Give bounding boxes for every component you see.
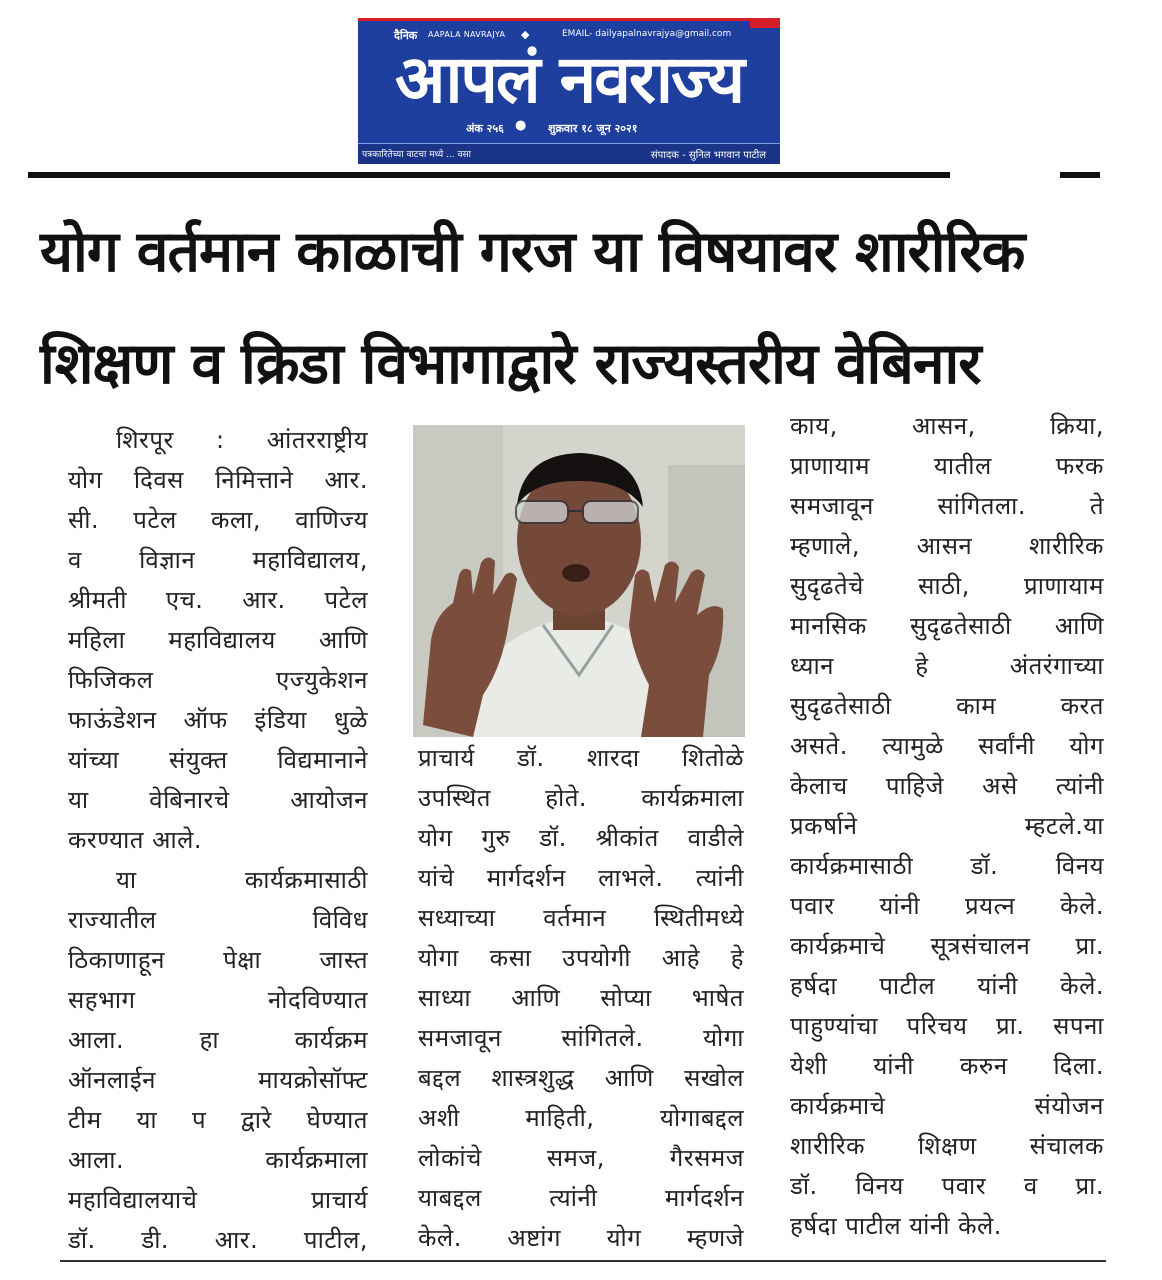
text-line: आला. कार्यक्रमाला [68, 1146, 368, 1174]
section-divider-gap [950, 172, 1060, 178]
text-line: फिजिकल एज्युकेशन [68, 666, 368, 694]
text-line: यांच्या संयुक्त विद्यमानाने [68, 746, 368, 774]
text-line: ठिकाणाहून पेक्षा जास्त [68, 946, 368, 974]
text-line: प्रकर्षाने म्हटले.या [790, 812, 1104, 840]
text-line: म्हणाले, आसन शारीरिक [790, 532, 1104, 560]
text-line: योग दिवस निमित्ताने आर. [68, 466, 368, 494]
article-column-2 [418, 738, 744, 1258]
text-line: पवार यांनी प्रयत्न केले. [790, 892, 1104, 920]
text-line: ऑनलाईन मायक्रोसॉफ्ट [68, 1066, 368, 1094]
text-line: उपस्थित होते. कार्यक्रमाला [418, 784, 744, 812]
text-line: सी. पटेल कला, वाणिज्य [68, 506, 368, 534]
section-divider [28, 172, 1100, 178]
text-line: सहभाग नोदविण्यात [68, 986, 368, 1014]
text-line: काय, आसन, क्रिया, [790, 412, 1104, 440]
text-line: कार्यक्रमाचे संयोजन [790, 1092, 1104, 1120]
text-line: समजावून सांगितले. योगा [418, 1024, 744, 1052]
text-line: बद्दल शास्त्रशुद्ध आणि सखोल [418, 1064, 744, 1092]
diamond-icon: ◆ [521, 28, 530, 41]
text-line: सध्याच्या वर्तमान स्थितीमध्ये [418, 904, 744, 932]
text-line: हर्षदा पाटील यांनी केले. [790, 972, 1104, 1000]
text-line: शारीरिक शिक्षण संचालक [790, 1132, 1104, 1160]
newspaper-masthead [358, 18, 780, 164]
text-line: प्राणायाम यातील फरक [790, 452, 1104, 480]
speaker-photo-illustration [413, 425, 745, 737]
text-line: पाहुण्यांचा परिचय प्रा. सपना [790, 1012, 1104, 1040]
text-line: या वेबिनारचे आयोजन [68, 786, 368, 814]
masthead-daily-label: दैनिक [394, 29, 418, 42]
text-line: सुदृढतेचे साठी, प्राणायाम [790, 572, 1104, 600]
bottom-divider [60, 1260, 1106, 1262]
masthead-email: EMAIL- dailyapalnavrajya@gmail.com [562, 29, 732, 39]
text-line: असते. त्यामुळे सर्वांनी योग [790, 732, 1104, 760]
speaker-photo [413, 425, 745, 737]
text-line: याबद्दल त्यांनी मार्गदर्शन [418, 1184, 744, 1212]
text-line: हर्षदा पाटील यांनी केले. [790, 1212, 1002, 1240]
text-line: शिरपूर : आंतरराष्ट्रीय [116, 426, 368, 454]
text-line: ध्यान हे अंतरंगाच्या [790, 652, 1104, 680]
text-line: येशी यांनी करुन दिला. [790, 1052, 1104, 1080]
article-headline [40, 196, 1130, 420]
article-column-3 [790, 406, 1104, 1246]
text-line: मानसिक सुदृढतेसाठी आणि [790, 612, 1104, 640]
text-line: आला. हा कार्यक्रम [68, 1026, 368, 1054]
text-line: डॉ. विनय पवार व प्रा. [790, 1172, 1104, 1200]
text-line: कार्यक्रमाचे सूत्रसंचालन प्रा. [790, 932, 1104, 960]
text-line: साध्या आणि सोप्या भाषेत [418, 984, 744, 1012]
newspaper-name: आपलं नवराज्य [394, 41, 744, 118]
text-line: सुदृढतेसाठी काम करत [790, 692, 1104, 720]
text-line: योग गुरु डॉ. श्रीकांत वाडीले [418, 824, 744, 852]
issue-date: शुक्रवार १८ जून २०२१ [548, 122, 638, 135]
text-line: टीम या प द्वारे घेण्यात [68, 1106, 368, 1134]
article-column-1 [68, 420, 368, 1260]
text-line: राज्यातील विविध [68, 906, 368, 934]
text-line: महिला महाविद्यालय आणि [68, 626, 368, 654]
text-line: केले. अष्टांग योग म्हणजे [418, 1224, 744, 1252]
text-line: समजावून सांगितला. ते [790, 492, 1104, 520]
text-line: डॉ. डी. आर. पाटील, [68, 1226, 368, 1254]
text-line: श्रीमती एच. आर. पटेल [68, 586, 368, 614]
text-line: या कार्यक्रमासाठी [116, 866, 368, 894]
text-line: करण्यात आले. [68, 826, 203, 854]
text-line: फाऊंडेशन ऑफ इंडिया धुळे [68, 706, 368, 734]
masthead-red-rule [358, 18, 780, 21]
bullet-icon: ● [515, 118, 527, 133]
headline-line-2: शिक्षण व क्रिडा विभागाद्वारे राज्यस्तरीय वेबिनार [40, 331, 981, 397]
text-line: प्राचार्य डॉ. शारदा शितोळे [418, 744, 744, 772]
masthead-daily-label-en: AAPALA NAVRAJYA [428, 30, 506, 39]
text-line: अशी माहिती, योगाबद्दल [418, 1104, 744, 1132]
masthead-bottom-bar [358, 143, 780, 164]
masthead-editor: संपादक - सुनिल भगवान पाटील [650, 150, 766, 161]
headline-line-1: योग वर्तमान काळाची गरज या विषयावर शारीरिक [40, 219, 1025, 285]
text-line: लोकांचे समज, गैरसमज [418, 1144, 744, 1172]
masthead-tagline: पत्रकारितेच्या वाटचा मध्ये ... वसा [362, 150, 471, 160]
issue-number: अंक २५६ [466, 122, 504, 135]
text-line: कार्यक्रमासाठी डॉ. विनय [790, 852, 1104, 880]
masthead-red-corner [750, 18, 780, 28]
text-line: व विज्ञान महाविद्यालय, [68, 546, 368, 574]
text-line: यांचे मार्गदर्शन लाभले. त्यांनी [418, 864, 744, 892]
text-line: महाविद्यालयाचे प्राचार्य [68, 1186, 368, 1214]
text-line: केलाच पाहिजे असे त्यांनी [790, 772, 1104, 800]
text-line: योगा कसा उपयोगी आहे हे [418, 944, 744, 972]
